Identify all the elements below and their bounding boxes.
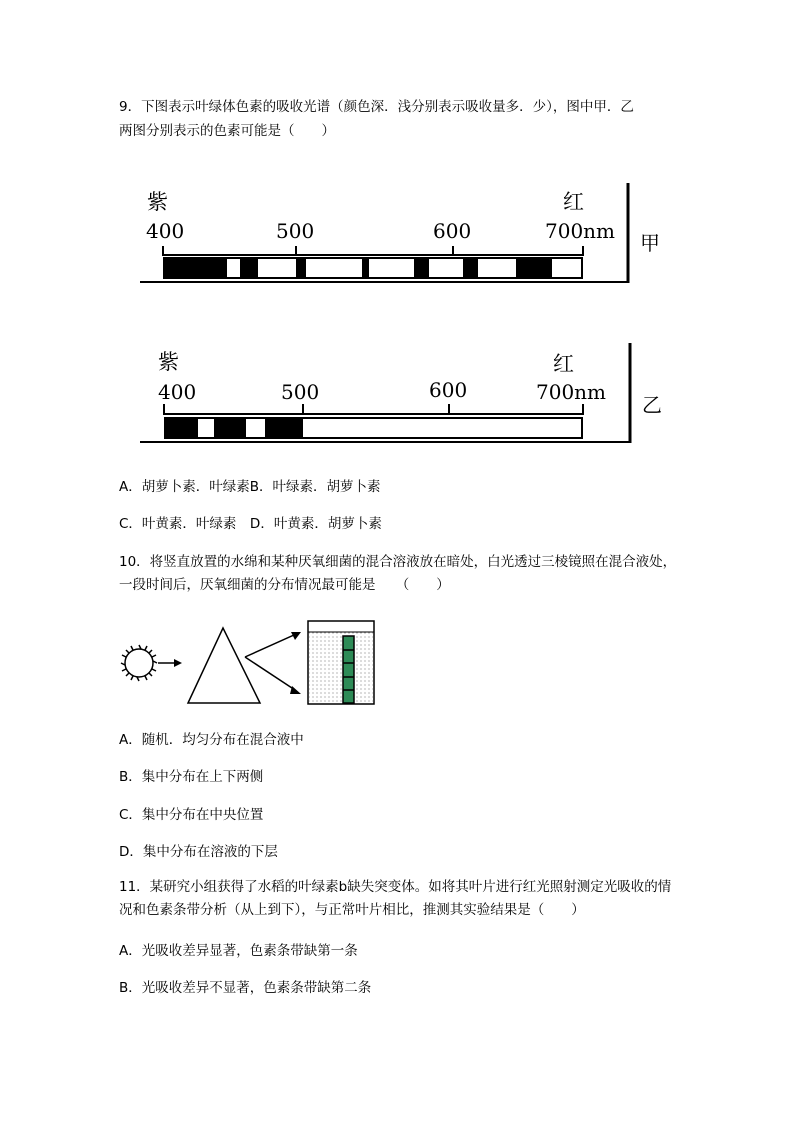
tick-label-700: 700nm	[545, 219, 616, 243]
tick-label-500: 500	[276, 219, 315, 243]
absorption-band	[165, 418, 198, 438]
q9-options-line2: C．叶黄素．叶绿素 D．叶黄素．胡萝卜素	[119, 516, 382, 532]
tick-label-600: 600	[433, 219, 472, 243]
q10-option-c: C．集中分布在中央位置	[119, 807, 264, 823]
tick-label-600: 600	[429, 378, 468, 402]
q10-option-a: A．随机．均匀分布在混合液中	[119, 732, 304, 748]
q11-option-a: A．光吸收差异显著，色素条带缺第一条	[119, 943, 358, 959]
q11-stem: 11．某研究小组获得了水稻的叶绿素b缺失突变体。如将其叶片进行红光照射测定光吸收的情况和色素条带分析（从上到下），与正常叶片相比，推测其实验结果是（ ）	[119, 879, 672, 918]
tick-label-400: 400	[146, 219, 185, 243]
q9-stem-line2: 两图分别表示的色素可能是（ ）	[119, 123, 335, 139]
absorption-band	[214, 418, 246, 438]
absorption-band	[240, 258, 258, 278]
dispersed-light-arrow	[245, 635, 294, 657]
panel-label-jia: 甲	[640, 231, 660, 255]
mixed-solution	[309, 632, 373, 703]
absorption-band	[414, 258, 429, 278]
panel-label-yi: 乙	[642, 393, 662, 417]
prism-apparatus-figure	[121, 621, 374, 704]
tick-label-700: 700nm	[536, 380, 607, 404]
dispersed-light-arrow	[245, 657, 295, 690]
q9-stem-line1: 9．下图表示叶绿体色素的吸收光谱（颜色深．浅分别表示吸收量多．少），图中甲．乙	[119, 99, 634, 115]
q9-options-line1: A．胡萝卜素．叶绿素B．叶绿素．胡萝卜素	[119, 479, 381, 495]
sun-icon	[121, 645, 157, 681]
absorption-band	[164, 258, 227, 278]
prism	[188, 628, 260, 703]
red-label: 红	[563, 190, 584, 214]
spectrum-figure-yi	[140, 343, 662, 443]
violet-label: 紫	[147, 190, 168, 214]
tick-label-500: 500	[281, 380, 320, 404]
violet-label: 紫	[158, 350, 179, 374]
q10-option-b: B．集中分布在上下两侧	[119, 769, 264, 785]
absorption-band	[362, 258, 369, 278]
spirogyra-filament	[343, 636, 354, 703]
q10-stem: 10．将竖直放置的水绵和某种厌氧细菌的混合溶液放在暗处，白光透过三棱镜照在混合液处，一段时间后，厌氧细菌的分布情况最可能是 （ ）	[119, 554, 677, 593]
spectrum-figure-jia	[140, 183, 660, 283]
red-label: 红	[553, 352, 574, 376]
absorption-band	[463, 258, 478, 278]
q11-option-b: B．光吸收差异不显著，色素条带缺第二条	[119, 980, 372, 996]
arrow-head	[174, 659, 182, 667]
absorption-band	[296, 258, 306, 278]
absorption-band	[265, 418, 303, 438]
q10-option-d: D．集中分布在溶液的下层	[119, 844, 278, 860]
tick-label-400: 400	[158, 380, 197, 404]
absorption-band	[516, 258, 552, 278]
